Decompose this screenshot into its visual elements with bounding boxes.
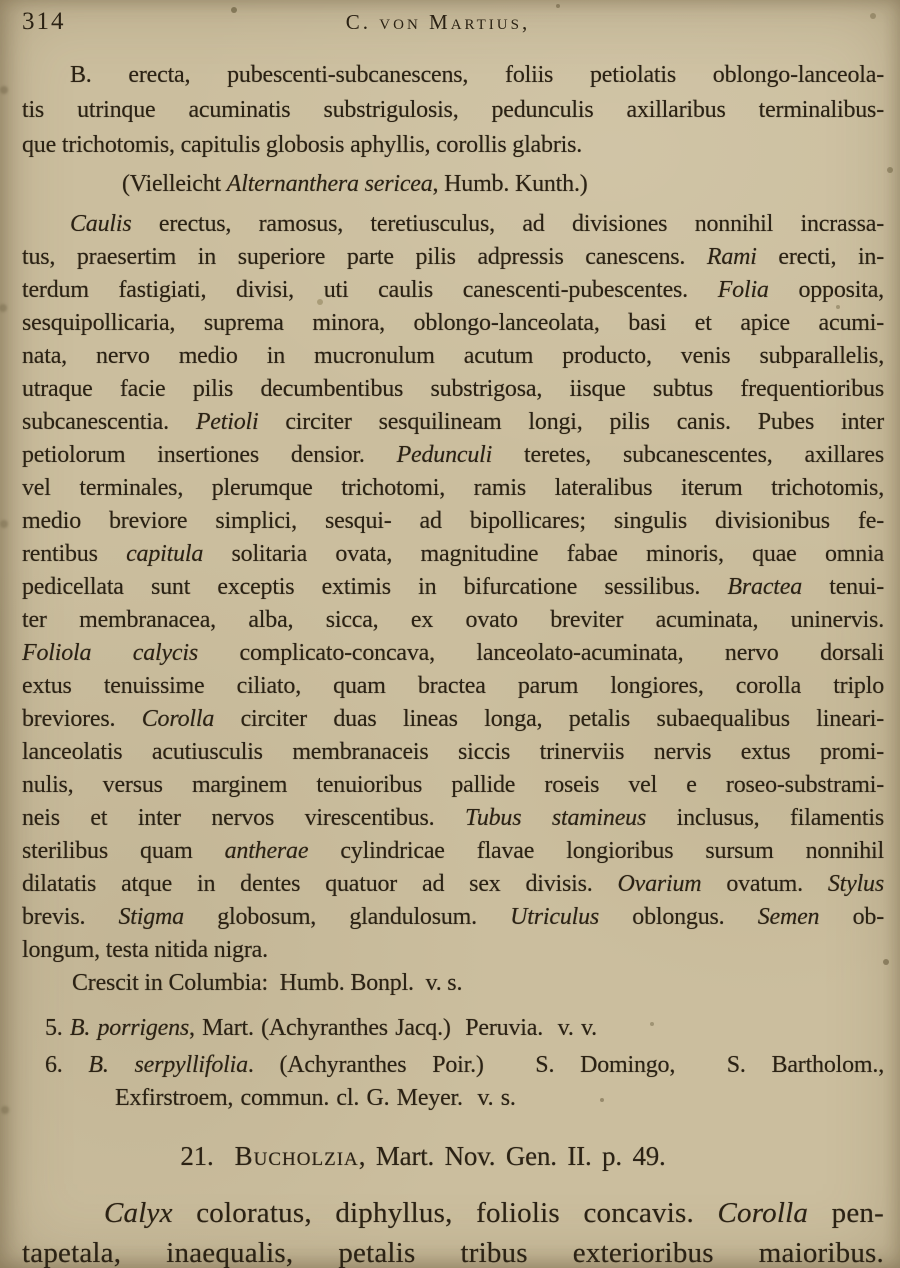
text-run: que trichotomis, capitulis globosis aphyllis, corollis glabris.: [22, 132, 583, 158]
text-run: B. erecta, pubescenti-subcanescens, foliis petiolatis oblongo-lanceola-: [70, 62, 884, 88]
text-line: [22, 1233, 884, 1268]
page-header: [22, 0, 884, 36]
text-line: [22, 538, 884, 571]
italic-term: Stylus: [827, 871, 884, 897]
page-number: 314: [22, 8, 66, 35]
text-line: [22, 58, 884, 93]
text-run: complicato-concava, lanceolato-acuminata, nervo dorsali: [198, 640, 884, 666]
text-line: [22, 1082, 884, 1115]
text-line: [22, 93, 884, 128]
italic-term: Alternanthera sericea: [226, 171, 433, 197]
text-line: [22, 406, 884, 439]
text-run: circiter duas lineas longa, petalis subaequalibus lineari-: [214, 706, 884, 732]
text-run: (Vielleicht: [122, 171, 227, 197]
text-line: [22, 769, 884, 802]
italic-term: Petioli: [195, 409, 259, 435]
text-line: [22, 868, 884, 901]
text-run: oblongus.: [599, 904, 758, 930]
text-run: , Mart. Nov. Gen. II. p. 49.: [358, 1141, 666, 1171]
text-line: [22, 128, 884, 163]
text-run: ter membranacea, alba, sicca, ex ovato breviter acuminata, uninervis.: [22, 607, 884, 633]
text-line: [22, 340, 884, 373]
text-run: cylindricae flavae longioribus sursum nonnihil: [308, 838, 884, 864]
text-line: [22, 208, 884, 241]
text-run: coloratus, diphyllus, foliolis concavis.: [172, 1197, 718, 1229]
text-line: [22, 934, 884, 967]
text-run: utraque facie pilis decumbentibus substrigosa, iisque subtus frequentioribus: [22, 376, 884, 402]
italic-term: B. porrigens: [69, 1015, 190, 1041]
text-run: nulis, versus marginem tenuioribus pallide roseis vel e roseo-substrami-: [22, 772, 884, 798]
italic-term: Folia: [717, 277, 769, 303]
text-line: [22, 241, 884, 274]
text-line: [22, 637, 884, 670]
text-line: [22, 472, 884, 505]
text-run: vel terminales, plerumque trichotomi, ramis lateralibus iterum trichotomis,: [22, 475, 884, 501]
text-run: longum, testa nitida nigra.: [22, 937, 268, 963]
text-line: [22, 1049, 884, 1082]
text-line: [22, 802, 884, 835]
text-line: [22, 505, 884, 538]
italic-term: Stigma: [118, 904, 184, 930]
text-run: ob-: [819, 904, 884, 930]
text-line: [22, 736, 884, 769]
text-run: breviores.: [22, 706, 142, 732]
text-line: [22, 1012, 884, 1045]
text-run: erectus, ramosus, teretiusculus, ad divisiones nonnihil incrassa-: [131, 211, 884, 237]
text-line: [22, 1193, 884, 1233]
text-run: dilatatis atque in dentes quatuor ad sex divisis.: [22, 871, 618, 897]
italic-term: Bractea: [727, 574, 802, 600]
text-run: Crescit in Columbia: Humb. Bonpl. v. s.: [72, 970, 463, 996]
text-line: [22, 604, 884, 637]
italic-term: Corolla: [141, 706, 215, 732]
text-run: brevis.: [22, 904, 119, 930]
text-run: ovatum.: [701, 871, 828, 897]
italic-term: Pedunculi: [396, 442, 493, 468]
text-run: Exfirstroem, commun. cl. G. Meyer. v. s.: [115, 1085, 516, 1111]
text-run: tapetala, inaequalis, petalis tribus exterioribus maioribus.: [22, 1237, 884, 1268]
text-run: nata, nervo medio in mucronulum acutum producto, venis subparallelis,: [22, 343, 884, 369]
genus-description-paragraph: [22, 1193, 884, 1268]
small-caps-term: Bucholzia: [234, 1141, 359, 1171]
species-item-6: [22, 1049, 884, 1115]
text-run: inclusus, filamentis: [646, 805, 884, 831]
italic-term: capitula: [126, 541, 204, 567]
text-run: opposita,: [768, 277, 884, 303]
text-run: tus, praesertim in superiore parte pilis adpressis canescens.: [22, 244, 707, 270]
italic-term: Semen: [757, 904, 820, 930]
species-item-5: [22, 1012, 884, 1045]
text-line: [22, 835, 884, 868]
species-description-paragraph: [22, 208, 884, 967]
italic-term: Utriculus: [510, 904, 600, 930]
text-run: pen-: [808, 1197, 884, 1229]
italic-term: Calyx: [104, 1197, 173, 1229]
text-run: 5.: [45, 1015, 70, 1041]
text-line: [22, 967, 884, 1000]
genus-heading: [22, 1137, 884, 1175]
text-line: [22, 274, 884, 307]
text-run: sesquipollicaria, suprema minora, oblongo-lanceolata, basi et apice acumi-: [22, 310, 884, 336]
text-line: [22, 1137, 824, 1175]
text-line: [122, 167, 884, 202]
text-run: 6.: [45, 1052, 89, 1078]
text-run: , Humb. Kunth.): [432, 171, 588, 197]
text-run: circiter sesquilineam longi, pilis canis. Pubes inter: [258, 409, 884, 435]
text-run: teretes, subcanescentes, axillares: [492, 442, 884, 468]
text-run: tenui-: [802, 574, 885, 600]
text-run: extus tenuissime ciliato, quam bractea parum longiores, corolla triplo: [22, 673, 884, 699]
text-line: [22, 703, 884, 736]
synonym-note: [22, 167, 884, 202]
text-run: globosum, glandulosum.: [183, 904, 511, 930]
text-line: [22, 307, 884, 340]
text-run: solitaria ovata, magnitudine fabae minoris, quae omnia: [203, 541, 884, 567]
italic-term: B. serpyllifolia: [88, 1052, 248, 1078]
text-run: sterilibus quam: [22, 838, 225, 864]
text-run: 21.: [180, 1141, 235, 1171]
text-line: [22, 439, 884, 472]
text-run: rentibus: [22, 541, 127, 567]
italic-term: Foliola calycis: [22, 640, 198, 666]
italic-term: Corolla: [717, 1197, 809, 1229]
italic-term: Tubus stamineus: [465, 805, 647, 831]
italic-term: Ovarium: [617, 871, 702, 897]
text-line: [22, 373, 884, 406]
text-run: petiolorum insertiones densior.: [22, 442, 397, 468]
text-run: neis et inter nervos virescentibus.: [22, 805, 465, 831]
text-run: subcanescentia.: [22, 409, 196, 435]
text-line: [22, 571, 884, 604]
text-run: medio breviore simplici, sesqui- ad bipollicares; singulis divisionibus fe-: [22, 508, 884, 534]
text-run: pedicellata sunt exceptis extimis in bifurcatione sessilibus.: [22, 574, 728, 600]
habitat-line: [22, 967, 884, 1000]
italic-term: antherae: [224, 838, 309, 864]
text-line: [22, 670, 884, 703]
species-diagnosis-paragraph: [22, 58, 884, 163]
text-run: . (Achyranthes Poir.) S. Domingo, S. Bartholom.,: [247, 1052, 884, 1078]
text-run: lanceolatis acutiusculis membranaceis siccis trinerviis nervis extus promi-: [22, 739, 884, 765]
running-title: C. von Martius,: [345, 10, 531, 34]
text-line: [22, 901, 884, 934]
text-run: terdum fastigiati, divisi, uti caulis canescenti-pubescentes.: [22, 277, 718, 303]
italic-term: Caulis: [70, 211, 132, 237]
italic-term: Rami: [706, 244, 757, 270]
text-run: erecti, in-: [756, 244, 885, 270]
text-run: , Mart. (Achyranthes Jacq.) Peruvia. v. v.: [189, 1015, 597, 1041]
text-run: tis utrinque acuminatis substrigulosis, pedunculis axillaribus terminalibus-: [22, 97, 884, 123]
